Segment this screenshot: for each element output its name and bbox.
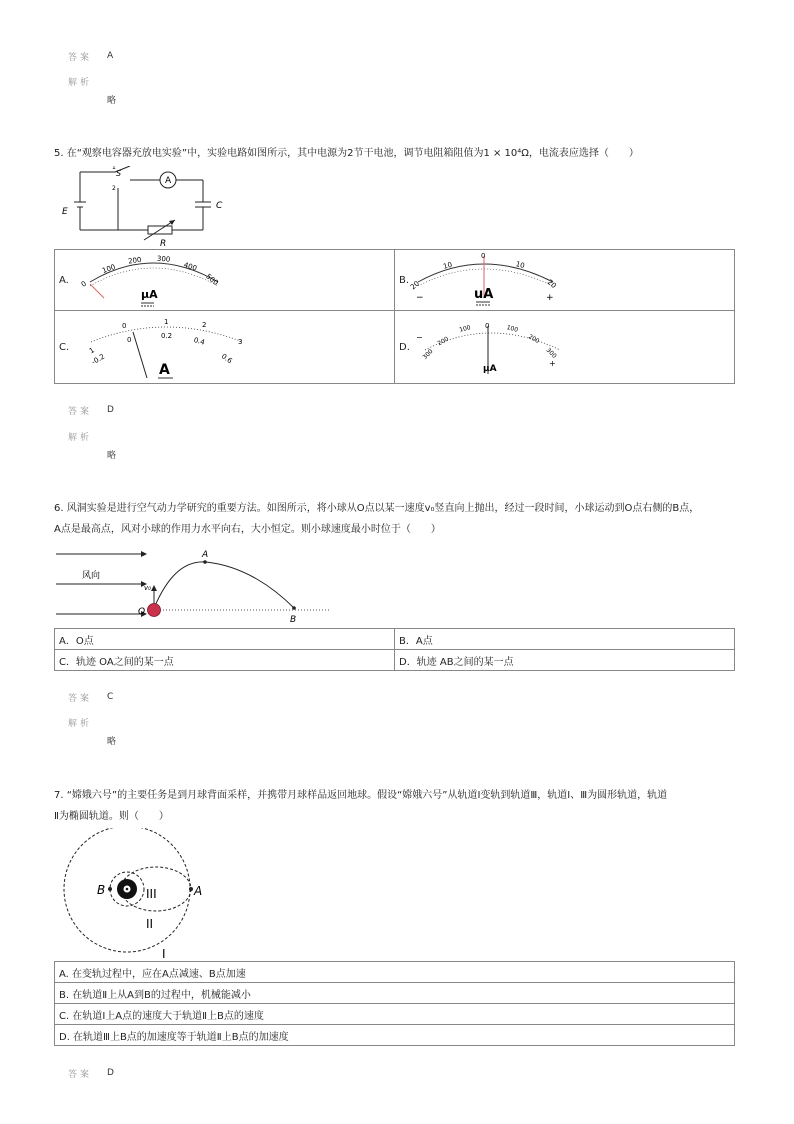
point-a-label: A: [194, 884, 203, 898]
option-d-cell[interactable]: D. 在轨道Ⅲ上B点的加速度等于轨道Ⅱ上B点的加速度: [55, 1025, 735, 1046]
analysis-label: 解析: [68, 433, 93, 443]
ammeter-symbol: A: [165, 176, 172, 186]
q7-options: [54, 961, 735, 1046]
option-a-cell[interactable]: A．O点: [55, 629, 395, 650]
meter-d-tick: 100: [505, 324, 519, 334]
meter-d-tick: 300: [544, 346, 558, 360]
analysis-label: 解析: [68, 719, 93, 729]
option-c-cell[interactable]: C. 在轨道Ⅰ上A点的速度大于轨道Ⅱ上B点的速度: [55, 1004, 735, 1025]
orbit-i-label: I: [162, 947, 166, 960]
answer-label: 答案: [68, 1070, 93, 1080]
analysis-label: 解析: [68, 78, 93, 88]
option-c-letter: C.: [59, 341, 70, 353]
circuit-diagram: [60, 166, 230, 248]
meter-d: [415, 316, 575, 378]
meter-c-tick: 3: [238, 338, 243, 346]
answer-label: 答案: [68, 53, 93, 63]
answer-value: D: [107, 405, 114, 415]
meter-d-tick: 200: [436, 335, 450, 348]
question-6-line1: 6. 风洞实验是进行空气动力学研究的重要方法。如图所示，将小球从O点以某一速度v₀竖直向上抛出，经过一段时间，小球运动到O点右侧的B点，: [54, 503, 700, 514]
meter-d-tick: 0: [485, 322, 490, 330]
answer-value: C: [107, 692, 114, 702]
meter-b-tick: 20: [545, 278, 558, 290]
meter-b-tick: 20: [409, 279, 421, 292]
meter-d-minus: −: [416, 333, 423, 342]
option-a-letter: A.: [59, 274, 69, 286]
orbit-iii-label: III: [146, 887, 157, 901]
switch-pos-1: 1: [112, 166, 116, 171]
meter-b-minus: −: [416, 293, 424, 303]
meter-a-unit: μA: [141, 288, 158, 301]
v0-label: v₀: [144, 584, 151, 592]
meter-d-tick: 100: [458, 324, 472, 334]
resistor-label: R: [160, 239, 167, 248]
analysis-value: 略: [107, 96, 117, 106]
point-b-label: B: [290, 615, 297, 625]
meter-c-tick: 0: [122, 322, 127, 330]
meter-c: [85, 312, 255, 384]
meter-a-tick: 0: [79, 279, 89, 289]
orbit-ii-label: II: [146, 917, 154, 931]
meter-b-tick: 10: [442, 260, 454, 271]
point-b-label: B: [97, 883, 106, 897]
meter-a-tick: 200: [127, 255, 142, 266]
switch-pos-2: 2: [112, 185, 116, 192]
orbit-figure: [58, 828, 218, 960]
meter-b-tick: 0: [481, 252, 486, 260]
meter-c-tick: 0.6: [219, 352, 234, 366]
meter-d-tick: 200: [527, 333, 541, 346]
meter-a: [78, 250, 238, 310]
meter-c-tick: 0.4: [192, 336, 206, 347]
meter-c-tick: 0.2: [161, 332, 173, 340]
meter-b-tick: 10: [514, 260, 526, 271]
question-5-text: 5. 在“观察电容器充放电实验”中，实验电路如图所示，其中电源为2节干电池，调节电阻箱阻值为1 × 10⁴Ω，电流表应选择（ ）: [54, 148, 639, 159]
meter-b: [408, 250, 568, 310]
switch-label: S: [116, 169, 122, 178]
analysis-value: 略: [107, 451, 117, 461]
meter-d-tick: 300: [421, 348, 435, 362]
question-7-line2: Ⅱ为椭圆轨道。则（ ）: [54, 811, 169, 822]
meter-c-tick: 1: [88, 346, 96, 356]
option-b-cell[interactable]: B. 在轨道Ⅱ上从A到B的过程中，机械能减小: [55, 983, 735, 1004]
meter-c-tick: 1: [164, 318, 169, 326]
meter-b-plus: +: [546, 293, 554, 303]
wind-tunnel-figure: [54, 544, 334, 626]
option-d-letter: D.: [399, 341, 410, 353]
answer-value: D: [107, 1068, 114, 1078]
wind-direction-label: 风向: [82, 571, 101, 581]
capacitor-label: C: [216, 201, 223, 211]
analysis-value: 略: [107, 737, 117, 747]
answer-value: A: [107, 51, 114, 61]
question-7-line1: 7. “嫦娥六号”的主要任务是到月球背面采样，并携带月球样品返回地球。假设“嫦娥六号”从轨道Ⅰ变轨到轨道Ⅲ，轨道Ⅰ、Ⅲ为圆形轨道，轨道: [54, 790, 668, 801]
answer-label: 答案: [68, 694, 93, 704]
meter-c-tick: -0.2: [90, 352, 107, 367]
question-6-line2: A点是最高点，风对小球的作用力水平向右，大小恒定。则小球速度最小时位于（ ）: [54, 524, 441, 535]
option-b-letter: B.: [399, 274, 410, 286]
meter-c-tick: 0: [127, 336, 132, 344]
meter-a-tick: 400: [182, 260, 198, 273]
meter-d-plus: +: [549, 359, 556, 368]
option-a-cell[interactable]: A. 在变轨过程中，应在A点减速、B点加速: [55, 962, 735, 983]
q6-options: [54, 628, 735, 671]
meter-b-unit: uA: [474, 287, 494, 302]
answer-label: 答案: [68, 407, 93, 417]
point-a-label: A: [202, 550, 209, 560]
meter-c-unit: A: [159, 362, 170, 378]
meter-a-tick: 500: [204, 272, 220, 288]
option-b-cell[interactable]: B．A点: [395, 629, 735, 650]
battery-label: E: [62, 207, 68, 217]
meter-a-tick: 100: [101, 262, 117, 276]
meter-a-tick: 300: [156, 254, 171, 264]
option-d-cell[interactable]: D．轨迹 AB之间的某一点: [395, 650, 735, 671]
meter-c-tick: 2: [202, 321, 207, 329]
point-o-label: O: [138, 607, 146, 617]
option-c-cell[interactable]: C．轨迹 OA之间的某一点: [55, 650, 395, 671]
meter-d-unit: μA: [483, 364, 497, 374]
